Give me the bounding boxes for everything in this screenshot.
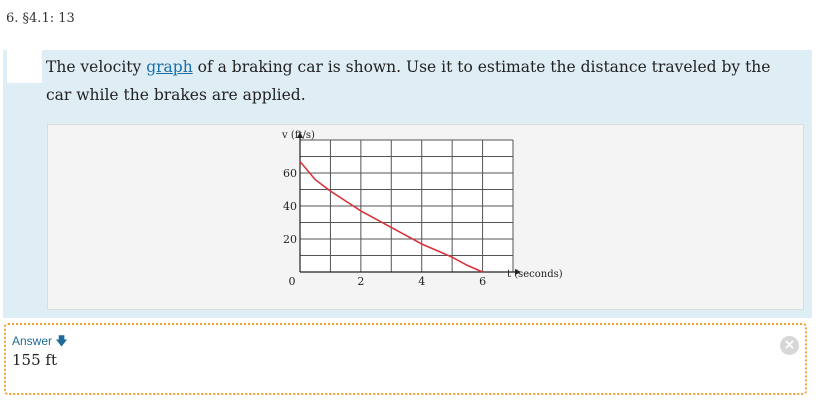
y-tick-label: 40 xyxy=(283,200,297,213)
answer-label-text: Answer xyxy=(12,334,53,348)
y-axis-label: v (ft/s) xyxy=(282,130,315,141)
clear-icon[interactable]: × xyxy=(780,336,799,355)
problem-text-start: The velocity xyxy=(46,58,147,76)
problem-number: 6. §4.1: 13 xyxy=(6,11,75,26)
arrow-down-icon: 🡇 xyxy=(55,334,68,348)
x-tick-label: 0 xyxy=(288,275,296,288)
y-tick-label: 60 xyxy=(283,167,297,180)
x-tick-label: 2 xyxy=(357,275,365,288)
x-axis-label: t (seconds) xyxy=(507,269,563,280)
figure-container xyxy=(47,124,804,310)
velocity-chart xyxy=(48,125,805,311)
answer-value: 155 ft xyxy=(12,351,57,369)
graph-link[interactable]: graph xyxy=(146,58,193,76)
x-tick-label: 6 xyxy=(479,275,487,288)
answer-box[interactable] xyxy=(4,323,807,395)
x-tick-label: 4 xyxy=(418,275,426,288)
y-tick-label: 20 xyxy=(283,233,297,246)
answer-label[interactable] xyxy=(12,332,68,353)
problem-text-end: of a braking car is shown. Use it to estimate the distance traveled by the car while the brakes are applied. xyxy=(46,58,771,104)
problem-statement xyxy=(46,53,796,109)
problem-tab xyxy=(7,50,42,83)
